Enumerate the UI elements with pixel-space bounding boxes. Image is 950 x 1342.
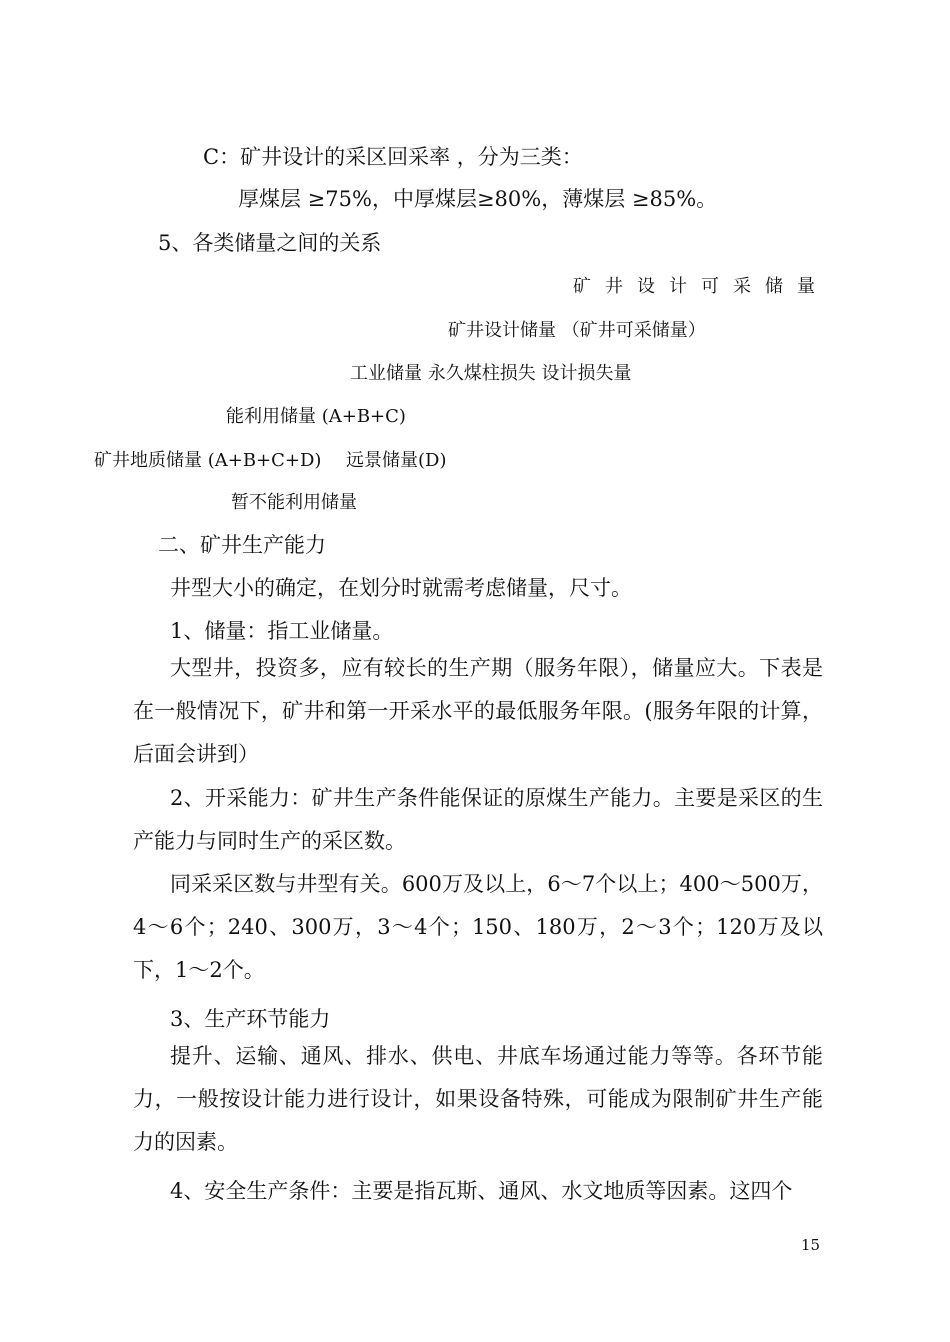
section2-heading: 二、矿井生产能力	[158, 533, 326, 557]
usable-reserve-label: 能利用储量 (A+B+C)	[226, 406, 406, 427]
stage-capacity-heading: 3、生产环节能力	[170, 1007, 331, 1031]
seam-rates-line: 厚煤层 ≥75%，中厚煤层≥80%，薄煤层 ≥85%。	[238, 187, 718, 211]
industrial-reserve-label: 工业储量 永久煤柱损失 设计损失量	[350, 363, 632, 384]
reserve-item-line: 1、储量：指工业储量。	[170, 619, 394, 643]
districts-paragraph: 同采采区数与井型有关。600万及以上，6～7个以上；400～500万，4～6个；240、300万，3～4个；150、180万，2～3个；120万及以下，1～2个。	[133, 872, 823, 982]
geological-reserve-label: 矿井地质储量 (A+B+C+D)	[94, 450, 322, 471]
prospective-reserve-label: 远景储量(D)	[346, 450, 447, 471]
stages-paragraph: 提升、运输、通风、排水、供电、井底车场通过能力等等。各环节能力，一般按设计能力进行设计，如果设备特殊，可能成为限制矿井生产能力的因素。	[133, 1044, 823, 1154]
section5-heading: 5、各类储量之间的关系	[158, 231, 382, 255]
page-number: 15	[801, 1236, 821, 1254]
well-size-line: 井型大小的确定，在划分时就需考虑储量，尺寸。	[170, 576, 632, 600]
safety-item-line: 4、安全生产条件：主要是指瓦斯、通风、水文地质等因素。这四个	[170, 1179, 793, 1203]
design-reserve-label: 矿井设计储量 （矿井可采储量）	[448, 320, 706, 341]
unusable-reserve-label: 暂不能利用储量	[231, 492, 357, 513]
capacity-paragraph: 2、开采能力：矿井生产条件能保证的原煤生产能力。主要是采区的生产能力与同时生产的采区数。	[133, 786, 823, 853]
design-mineable-reserve-label: 矿井设计可采储量	[573, 276, 829, 297]
recovery-rate-line: C：矿井设计的采区回采率 ，分为三类：	[203, 145, 583, 169]
large-well-paragraph: 大型井，投资多，应有较长的生产期（服务年限），储量应大。下表是在一般情况下，矿井和第一开采水平的最低服务年限。(服务年限的计算，后面会讲到）	[133, 656, 823, 766]
